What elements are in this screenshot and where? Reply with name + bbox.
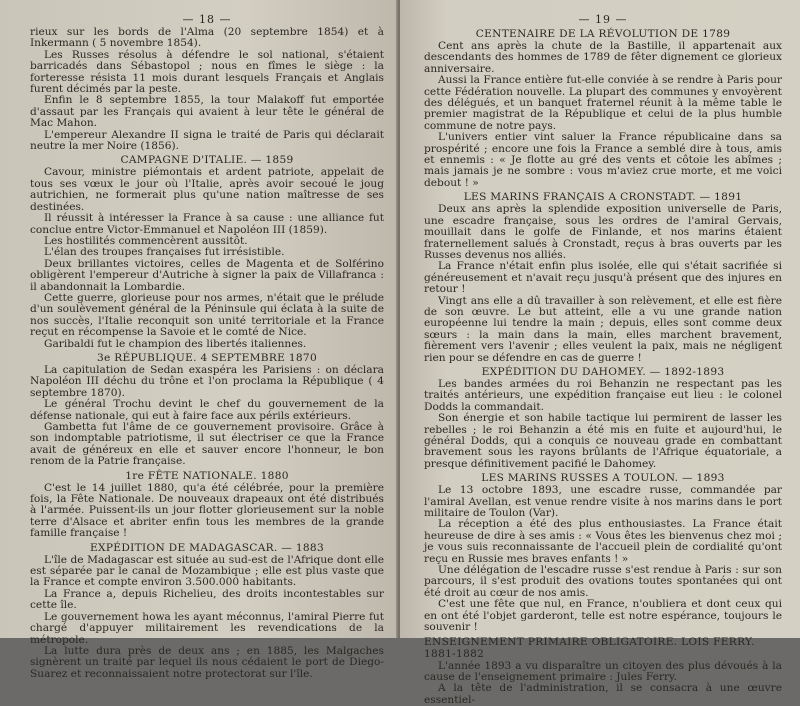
- paragraph: La France n'était enfin plus isolée, elle qui s'était sacrifiée si généreusement et n'avait reçu jusqu'à présent que des injures en retour !: [424, 260, 782, 296]
- paragraph: L'île de Madagascar est située au sud-est de l'Afrique dont elle est séparée par le canal de Mozambique ; elle est plus vaste que la France et compte environ 3.500.000 habitants.: [30, 553, 384, 589]
- paragraph: C'est une fête que nul, en France, n'oubliera et dont ceux qui en ont été l'objet garderont, telle est notre espérance, toujours le souvenir !: [424, 598, 782, 634]
- page-number: — 18 —: [182, 13, 232, 26]
- paragraph: Les hostilités commencèrent aussitôt.: [44, 234, 248, 247]
- section-heading: ENSEIGNEMENT PRIMAIRE OBLIGATOIRE. LOIS FERRY. 1881-1882: [424, 635, 755, 660]
- paragraph: L'univers entier vint saluer la France républicaine dans sa prospérité ; encore une fois la France a semblé dire à tous, amis et ennemis : « Je flotte au gré des vents et côtoie les abîmes ; mais jamais je ne sombre : vous m'aviez crue morte, et me voici debout ! »: [424, 131, 782, 189]
- paragraph: Aussi la France entière fut-elle conviée à se rendre à Paris pour cette Fédération nouvelle. La plupart des communes y envoyèrent des délégués, et un banquet fraternel réunit à la même table le premier magistrat de la République et celui de la plus humble commune de notre pays.: [424, 74, 782, 132]
- paragraph: Le général Trochu devint le chef du gouvernement de la défense nationale, qui eut à faire face aux périls extérieurs.: [30, 398, 384, 422]
- paragraph: C'est le 14 juillet 1880, qu'a été célébrée, pour la première fois, la Fête Nationale. De nouveaux drapeaux ont été distribués à l'armée. Puissent-ils un jour flotter glorieusement sur la noble terre d'Alsace et abriter enfin tous les membres de la grande famille française !: [30, 481, 384, 540]
- section-heading: CENTENAIRE DE LA RÉVOLUTION DE 1789: [475, 28, 731, 40]
- section-heading: 3e RÉPUBLIQUE. 4 SEPTEMBRE 1870: [96, 351, 318, 364]
- section-heading: EXPÉDITION DE MADAGASCAR. — 1883: [90, 541, 324, 554]
- paragraph: Le gouvernement howa les ayant méconnus, l'amiral Pierre fut chargé d'appuyer militairement les revendications de la métropole.: [30, 610, 384, 646]
- paragraph: L'année 1893 a vu disparaître un citoyen des plus dévoués à la cause de l'enseignement primaire : Jules Ferry.: [424, 659, 782, 683]
- page-right: [400, 0, 800, 706]
- paragraph: La capitulation de Sedan exaspéra les Parisiens : on déclara Napoléon III déchu du trône et l'on proclama la République ( 4 septembre 1870).: [30, 363, 384, 399]
- paragraph: Il réussit à intéresser la France à sa cause : une alliance fut conclue entre Victor-Emmanuel et Napoléon III (1859).: [30, 212, 384, 236]
- paragraph: Le 13 octobre 1893, une escadre russe, commandée par l'amiral Avellan, est venue rendre visite à nos marins dans le port militaire de Toulon (Var).: [424, 484, 782, 520]
- section-heading: EXPÉDITION DU DAHOMEY. — 1892-1893: [481, 365, 725, 378]
- paragraph: La lutte dura près de deux ans ; en 1885, les Malgaches signèrent un traité par lequel ils nous cédaient le port de Diego-Suarez et reconnaissaient notre protectorat sur l'île.: [30, 644, 384, 680]
- paragraph: Une délégation de l'escadre russe s'est rendue à Paris : sur son parcours, il s'est produit des ovations toutes spontanées qui ont été droit au cœur de nos amis.: [424, 564, 782, 599]
- paragraph: Vingt ans elle a dû travailler à son relèvement, et elle est fière de son œuvre. Le but atteint, elle a vu une grande nation européenne lui tendre la main ; depuis, elles sont comme deux sœurs : la main dans la main, elles marchent bravement, fièrement vers l'avenir ; elles veulent la paix, mais ne négligent rien pour se défendre en cas de guerre !: [424, 294, 782, 364]
- paragraph: Cavour, ministre piémontais et ardent patriote, appelait de tous ses vœux le jour où l'Italie, après avoir secoué le joug autrichien, ne formerait plus qu'une nation maîtresse de ses destinées.: [30, 166, 384, 213]
- section-heading: LES MARINS RUSSES A TOULON. — 1893: [481, 472, 725, 485]
- paragraph: Son énergie et son habile tactique lui permirent de lasser les rebelles ; le roi Behanzin a été mis en fuite et aujourd'hui, le général Dodds, qui a conquis ce nouveau grade en combattant bravement sous les rayons brûlants de l'Afrique équatoriale, a presque définitivement pacifié le Dahomey.: [424, 412, 782, 470]
- paragraph: Cette guerre, glorieuse pour nos armes, n'était que le prélude d'un soulèvement général de la Péninsule qui éclata à la suite de nos succès, l'Italie reconquit son unité territoriale et la France reçut en récompense la Savoie et le comté de Nice.: [30, 291, 384, 339]
- paragraph: Enfin le 8 septembre 1855, la tour Malakoff fut emportée d'assaut par les Français qui avaient à leur tête le général de Mac Mahon.: [30, 94, 384, 130]
- page-number: — 19 —: [578, 13, 628, 26]
- paragraph: rieux sur les bords de l'Alma (20 septembre 1854) et à Inkermann ( 5 novembre 1854).: [30, 26, 384, 50]
- section-heading: 1re FÊTE NATIONALE. 1880: [125, 469, 289, 482]
- paragraph: Deux brillantes victoires, celles de Magenta et de Solférino obligèrent l'empereur d'Autriche à signer la paix de Villafranca : il abandonnait la Lombardie.: [30, 257, 384, 293]
- page-left-content: [30, 27, 384, 680]
- section-heading: LES MARINS FRANÇAIS A CRONSTADT. — 1891: [463, 191, 743, 204]
- paragraph: A la tête de l'administration, il se consacra à une œuvre essentiel-: [424, 682, 782, 706]
- section-heading: CAMPAGNE D'ITALIE. — 1859: [120, 154, 294, 167]
- paragraph: La France a, depuis Richelieu, des droits incontestables sur cette île.: [30, 587, 384, 612]
- paragraph: Garibaldi fut le champion des libertés italiennes.: [44, 337, 307, 350]
- paragraph: Les Russes résolus à défendre le sol national, s'étaient barricadés dans Sébastopol ; nous en fîmes le siège : la forteresse résista 11 mois durant lesquels Français et Anglais furent décimés par la peste.: [30, 48, 384, 96]
- paragraph: L'empereur Alexandre II signa le traité de Paris qui déclarait neutre la mer Noire (1856).: [30, 128, 384, 153]
- paragraph: Gambetta fut l'âme de ce gouvernement provisoire. Grâce à son indomptable patriotisme, il sut électriser ce que la France avait de généreux en elle et sauver encore l'honneur, le bon renom de la Patrie française.: [30, 421, 384, 468]
- paragraph: Cent ans après la chute de la Bastille, il appartenait aux descendants des hommes de 1789 de fêter dignement ce glorieux anniversaire.: [424, 40, 782, 75]
- page-left: [0, 0, 398, 680]
- paragraph: Les bandes armées du roi Behanzin ne respectant pas les traités antérieurs, une expédition française eut lieu : le colonel Dodds la commandait.: [424, 377, 782, 413]
- paragraph: Deux ans après la splendide exposition universelle de Paris, une escadre française, sous les ordres de l'amiral Gervais, mouillait dans le golfe de Finlande, et nos marins étaient fraternellement salués à Cronstadt, reçus à bras ouverts par les Russes devenus nos alliés.: [424, 203, 782, 261]
- paragraph: L'élan des troupes françaises fut irrésistible.: [44, 246, 285, 259]
- paragraph: La réception a été des plus enthousiastes. La France était heureuse de dire à ses amis : « Vous êtes les bienvenus chez moi ; je vous suis reconnaissante de l'accueil plein de cordialité qu'ont reçu en Russie mes braves enfants ! »: [424, 518, 782, 565]
- page-right-content: [424, 28, 782, 706]
